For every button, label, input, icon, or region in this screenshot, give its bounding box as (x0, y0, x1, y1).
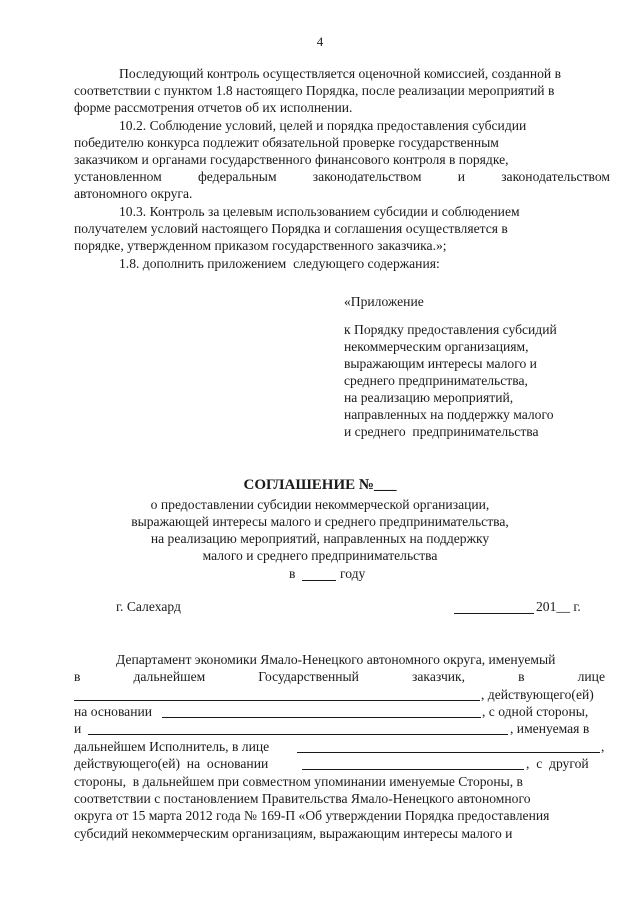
executor-basis-blank (302, 769, 524, 770)
basis-blank (162, 717, 481, 718)
word: заказчик, (412, 669, 466, 684)
paragraph-10-3-line: порядке, утвержденном приказом государственного заказчика.»; (74, 238, 447, 253)
agreement-title: СОГЛАШЕНИЕ №___ (243, 477, 397, 493)
paragraph-10-2-justified-line (74, 169, 610, 185)
paragraph-10-2-line: заказчиком и органами государственного финансового контроля в порядке, (74, 152, 509, 167)
word: законодательством (501, 169, 610, 184)
year-suffix: году (340, 566, 366, 581)
word: и (457, 169, 465, 184)
paragraph-line: соответствии с пунктом 1.8 настоящего Порядка, после реализации мероприятий в (74, 83, 555, 98)
paragraph-10-3-line: получателем условий настоящего Порядка и соглашения осуществляется в (74, 221, 508, 236)
body-line: Департамент экономики Ямало-Ненецкого автономного округа, именуемый (116, 652, 556, 667)
body-line-tail: , с одной стороны, (482, 704, 589, 719)
word: дальнейшем (133, 669, 206, 684)
body-line-head: на основании (74, 704, 153, 719)
word: в (74, 669, 81, 684)
word: федеральным (197, 169, 277, 184)
paragraph-10-2-line: победителю конкурса подлежит обязательной проверке государственным (74, 135, 499, 150)
agreement-subtitle-line: малого и среднего предпринимательства (202, 548, 438, 563)
year-prefix: в (289, 566, 296, 581)
body-line-head: действующего(ей) на основании (74, 756, 269, 771)
paragraph-line: форме рассмотрения отчетов об их исполнении. (74, 100, 353, 115)
body-line-tail: , (601, 739, 605, 754)
body-line-head: дальнейшем Исполнитель, в лице (74, 739, 270, 754)
word: установленном (74, 169, 162, 184)
agreement-subtitle-line: о предоставлении субсидии некоммерческой организации, (150, 497, 490, 512)
agreement-subtitle-line: на реализацию мероприятий, направленных на поддержку (150, 531, 490, 546)
body-line: стороны, в дальнейшем при совместном упоминании именуемые Стороны, в (74, 774, 523, 789)
appendix-line: среднего предпринимательства, (344, 373, 528, 388)
executor-representative-blank (297, 752, 600, 753)
appendix-line: к Порядку предоставления субсидий (344, 322, 557, 337)
word: Государственный (258, 669, 359, 684)
appendix-line: выражающим интересы малого и (344, 356, 537, 371)
word: в (518, 669, 525, 684)
body-line-tail: , именуемая в (510, 721, 590, 736)
page-number: 4 (316, 34, 324, 49)
word: лице (577, 669, 605, 684)
body-line: соответствии с постановлением Правительства Ямало-Ненецкого автономного (74, 791, 531, 806)
city: г. Салехард (116, 599, 181, 614)
paragraph-line: Последующий контроль осуществляется оценочной комиссией, созданной в (119, 66, 562, 81)
appendix-heading: «Приложение (344, 294, 424, 309)
year-blank (302, 580, 336, 581)
agreement-subtitle-line: выражающей интересы малого и среднего предпринимательства, (131, 514, 509, 529)
appendix-line: некоммерческим организациям, (344, 339, 529, 354)
representative-blank (74, 700, 480, 701)
body-justified-line (74, 669, 605, 685)
paragraph-10-2-line: автономного округа. (74, 186, 193, 201)
body-line: субсидий некоммерческим организациям, выражающим интересы малого и (74, 826, 513, 841)
appendix-line: на реализацию мероприятий, (344, 390, 514, 405)
appendix-line: направленных на поддержку малого (344, 407, 554, 422)
body-line-tail: , с другой (526, 756, 589, 771)
appendix-line: и среднего предпринимательства (344, 424, 539, 439)
date-year: 201__ г. (536, 599, 581, 614)
date-blank (454, 613, 534, 614)
body-line-tail: , действующего(ей) (481, 687, 594, 702)
body-line-head: и (74, 721, 82, 736)
paragraph-1-8: 1.8. дополнить приложением следующего содержания: (119, 256, 440, 271)
paragraph-10-2-line: 10.2. Соблюдение условий, целей и порядка предоставления субсидии (119, 118, 527, 133)
executor-blank (88, 734, 508, 735)
paragraph-10-3-line: 10.3. Контроль за целевым использованием субсидии и соблюдением (119, 204, 520, 219)
word: законодательством (312, 169, 422, 184)
body-line: округа от 15 марта 2012 года № 169-П «Об утверждении Порядка предоставления (74, 808, 550, 823)
